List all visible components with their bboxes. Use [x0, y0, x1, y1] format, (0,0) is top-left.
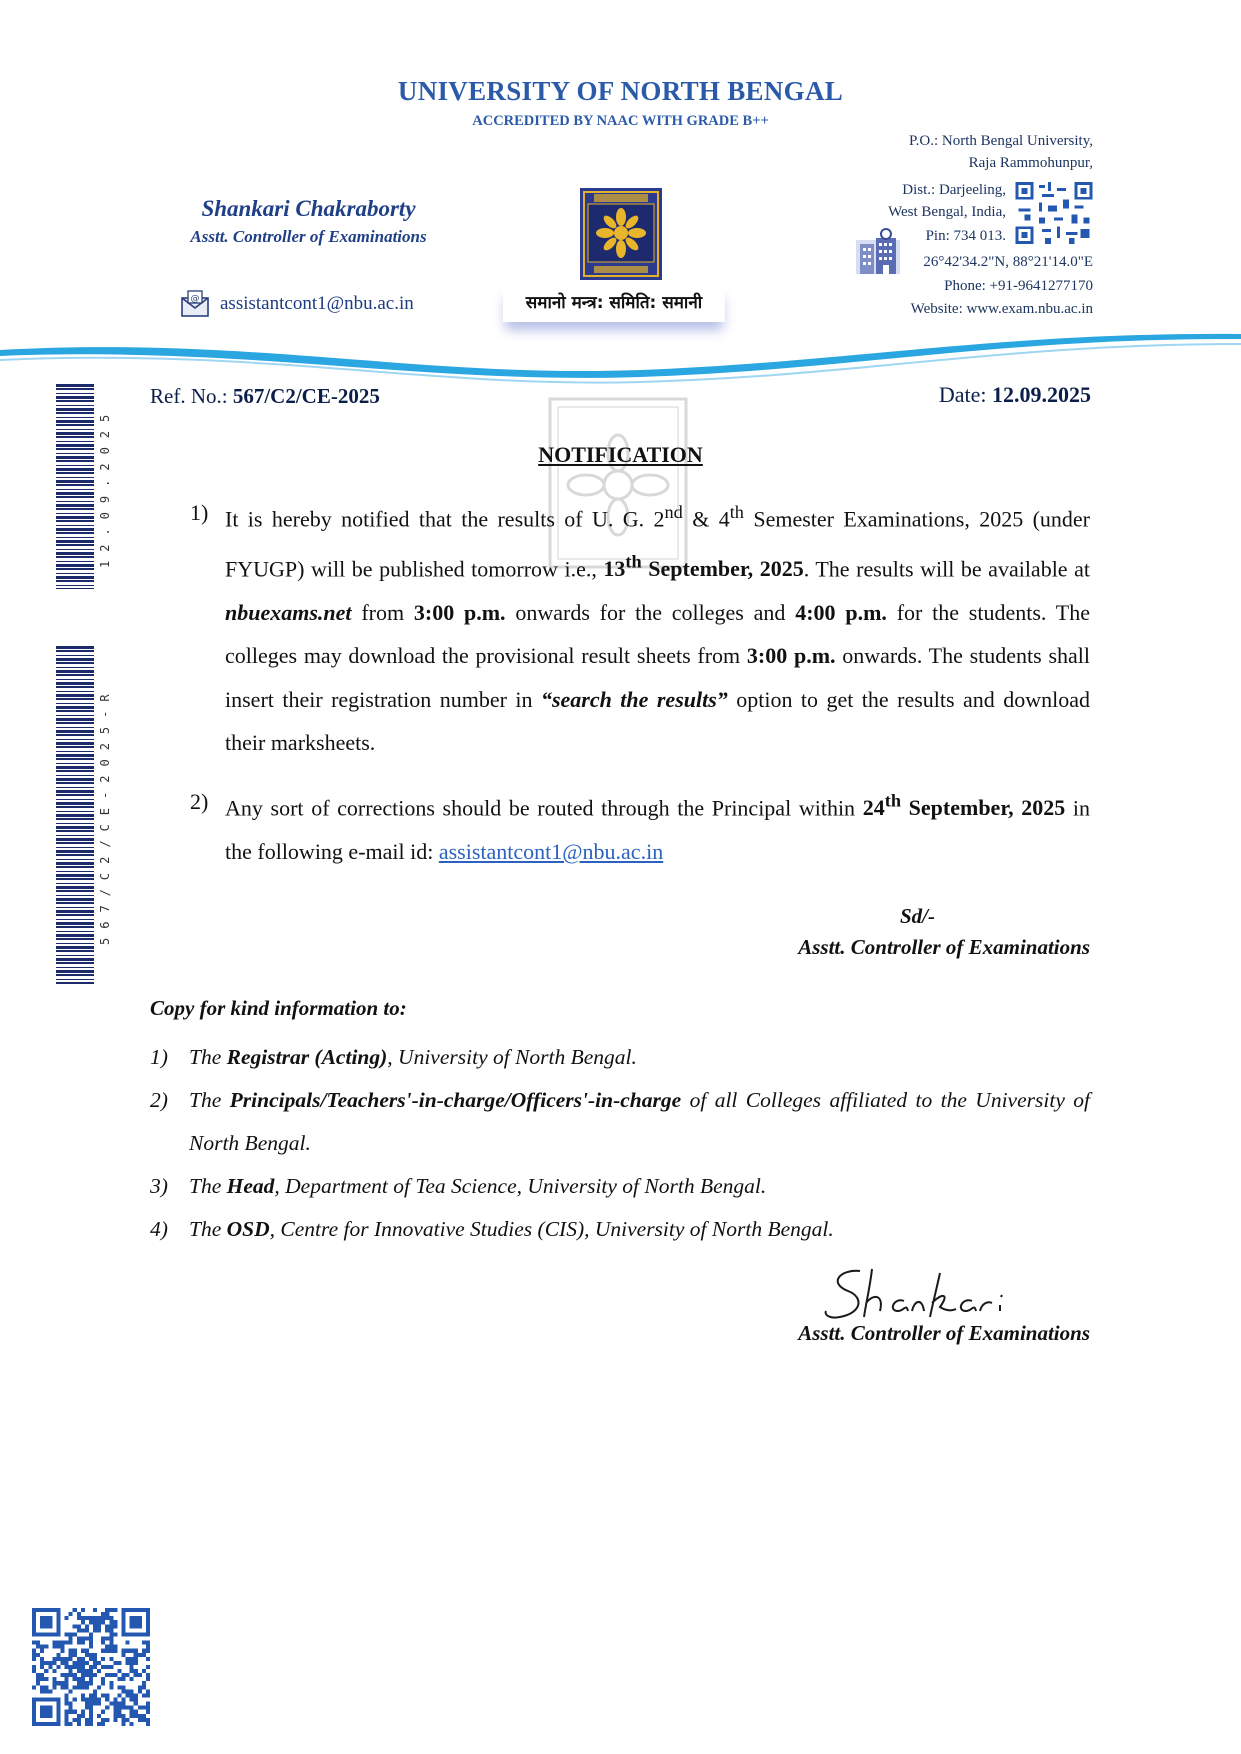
- header-qr-code-icon: [1015, 182, 1093, 244]
- address-coordinates: 26°42'34.2"N, 88°21'14.0"E: [923, 254, 1093, 270]
- ref-label: Ref. No.:: [150, 384, 233, 408]
- university-emblem-logo: [580, 188, 662, 280]
- university-title: UNIVERSITY OF NORTH BENGAL: [397, 76, 844, 106]
- address-line-3: Dist.: Darjeeling,: [902, 182, 1006, 198]
- address-line-5: Pin: 734 013.: [925, 228, 1006, 244]
- header-email: [180, 290, 414, 318]
- side-barcode-date: [56, 384, 94, 589]
- university-motto: समानो मन्त्र: समिति: समानी: [503, 286, 725, 322]
- corrections-email-link[interactable]: assistantcont1@nbu.ac.in: [438, 838, 664, 864]
- header-email-text[interactable]: assistantcont1@nbu.ac.in: [220, 293, 414, 314]
- accreditation-line: ACCREDITED BY NAAC WITH GRADE B++: [472, 113, 769, 129]
- reference-number: [150, 384, 380, 409]
- address-line-4: West Bengal, India,: [888, 204, 1006, 220]
- officer-name: Shankari Chakraborty: [201, 196, 416, 221]
- point-number: 2): [190, 789, 209, 814]
- notification-point-2: 2) Any sort of corrections should be routed through the Principal within 24th September, 2025 in the following e-mail id: assistantcont1@nbu.ac.in: [190, 780, 1090, 873]
- building-icon: [856, 228, 900, 274]
- email-icon: [180, 290, 210, 318]
- date-value: 12.09.2025: [992, 382, 1091, 407]
- address-line-2: Raja Rammohunpur,: [968, 155, 1093, 171]
- ref-value: 567/C2/CE-2025: [232, 384, 380, 408]
- list-item: 1) The Registrar (Acting), University of North Bengal.: [150, 1045, 637, 1069]
- side-barcode-ref: [56, 646, 94, 984]
- list-item: 4) The OSD, Centre for Innovative Studies (CIS), University of North Bengal.: [150, 1217, 834, 1241]
- notification-heading: NOTIFICATION: [538, 442, 703, 467]
- list-item: 2) The Principals/Teachers'-in-charge/Officers'-in-charge of all Colleges affiliated to the University of North Bengal.: [150, 1088, 1090, 1155]
- officer-designation: Asstt. Controller of Examinations: [190, 227, 427, 246]
- address-website[interactable]: Website: www.exam.nbu.ac.in: [910, 301, 1093, 317]
- date-label: Date:: [938, 382, 992, 407]
- copy-heading: Copy for kind information to:: [150, 996, 407, 1020]
- document-qr-code: [32, 1608, 150, 1726]
- header-wave-divider: [0, 330, 1241, 390]
- side-barcode-date-text: 12.09.2025: [98, 405, 112, 568]
- point-number: 1): [190, 500, 209, 525]
- notification-point-1: 1) It is hereby notified that the results of U. G. 2nd & 4th Semester Examinations, 2025 (under FYUGP) will be published tomorrow i.e., 13th September, 2025. The results will be available at nbuexams.net from 3:00 p.m. onwards for the colleges and 4:00 p.m. for the students. The colleges may download the provisional result sheets from 3:00 p.m. onwards. The students shall insert their registration number in “search the results” option to get the results and download their marksheets.: [190, 491, 1090, 765]
- handwritten-signature: [800, 1263, 1040, 1323]
- svg-text:@: @: [190, 294, 200, 304]
- copy-list: [150, 1036, 1090, 1251]
- notice-date: [939, 382, 1091, 408]
- final-signatory-designation: Asstt. Controller of Examinations: [798, 1321, 1090, 1345]
- signatory-designation: Asstt. Controller of Examinations: [798, 935, 1090, 959]
- address-line-1: P.O.: North Bengal University,: [908, 133, 1093, 149]
- result-website[interactable]: nbuexams.net: [225, 599, 352, 625]
- address-phone: Phone: +91-9641277170: [944, 278, 1093, 294]
- signed-mark: Sd/-: [899, 904, 935, 928]
- list-item: 3) The Head, Department of Tea Science, University of North Bengal.: [150, 1174, 767, 1198]
- side-barcode-ref-text: 567/C2/CE-2025-R: [98, 685, 112, 945]
